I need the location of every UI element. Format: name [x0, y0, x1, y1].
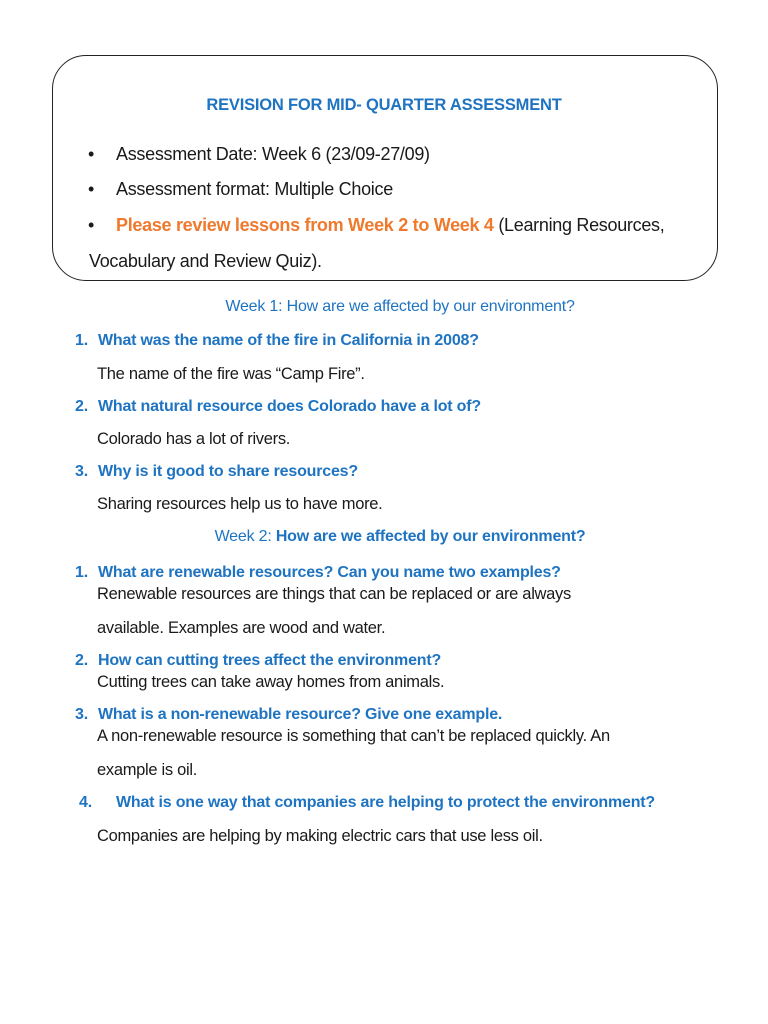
review-rest: (Learning Resources, [493, 215, 665, 235]
bullet-dot: • [88, 144, 95, 164]
week2-answer-1-line-2: available. Examples are wood and water. [97, 619, 386, 637]
assessment-date-text: Assessment Date: Week 6 (23/09-27/09) [116, 144, 430, 164]
question-number: 1. [75, 564, 88, 581]
review-continuation: Vocabulary and Review Quiz). [89, 251, 322, 271]
week2-answer-2: Cutting trees can take away homes from animals. [97, 673, 445, 691]
question-text: What are renewable resources? Can you name two examples? [98, 564, 561, 581]
question-number: 3. [75, 706, 88, 723]
question-text: What was the name of the fire in California in 2008? [98, 332, 479, 349]
question-number: 4. [79, 794, 92, 811]
bullet-dot: • [88, 215, 95, 235]
week1-title: Week 1: How are we affected by our environment? [225, 298, 575, 315]
question-text: What is one way that companies are helping to protect the environment? [116, 794, 655, 811]
review-lessons-text [116, 214, 664, 236]
week1-answer-1: The name of the fire was “Camp Fire”. [97, 365, 365, 383]
review-highlight: Please review lessons from Week 2 to Week 4 [116, 215, 494, 235]
revision-notice-box [52, 55, 718, 281]
question-number: 3. [75, 463, 88, 480]
week2-title-prefix: Week 2: [214, 528, 276, 545]
question-text: Why is it good to share resources? [98, 463, 358, 480]
question-text: How can cutting trees affect the environment? [98, 652, 442, 669]
question-number: 2. [75, 652, 88, 669]
week2-title [0, 528, 768, 546]
week2-answer-3-line-1: A non-renewable resource is something that can’t be replaced quickly. An [97, 727, 610, 745]
assessment-format-text: Assessment format: Multiple Choice [116, 179, 393, 199]
bullet-dot: • [88, 179, 95, 199]
week2-title-question: How are we affected by our environment? [275, 528, 586, 545]
week1-answer-3: Sharing resources help us to have more. [97, 495, 383, 513]
week2-answer-4: Companies are helping by making electric cars that use less oil. [97, 827, 543, 845]
week2-answer-3-line-2: example is oil. [97, 761, 198, 779]
question-text: What natural resource does Colorado have a lot of? [98, 398, 481, 415]
question-text: What is a non-renewable resource? Give one example. [98, 706, 503, 723]
notice-title: REVISION FOR MID- QUARTER ASSESSMENT [206, 96, 562, 114]
week1-answer-2: Colorado has a lot of rivers. [97, 430, 291, 448]
question-number: 1. [75, 332, 88, 349]
question-number: 2. [75, 398, 88, 415]
week2-answer-1-line-1: Renewable resources are things that can be replaced or are always [97, 585, 571, 603]
